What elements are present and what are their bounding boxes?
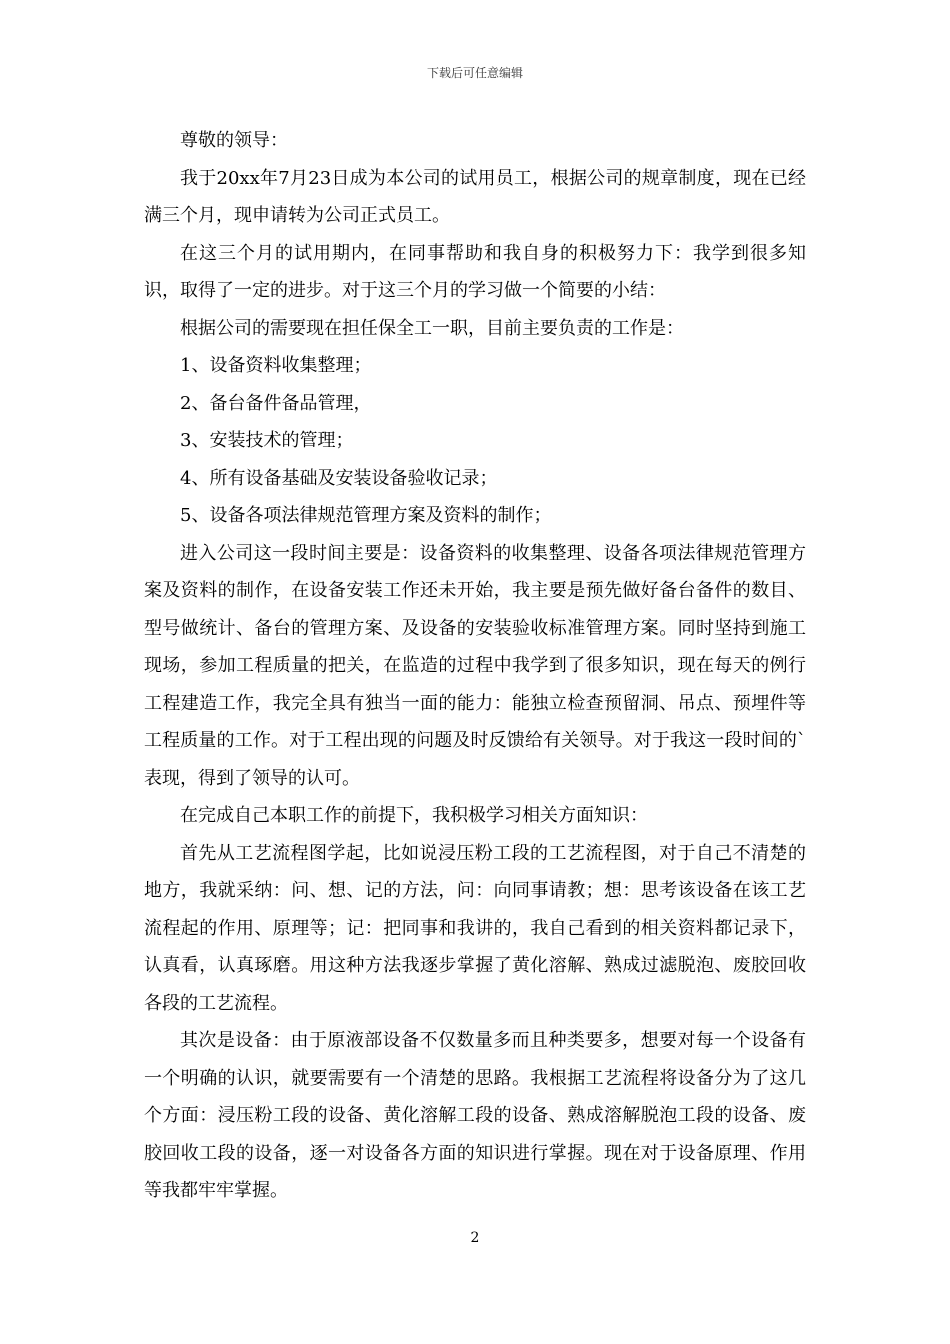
paragraph-duties-intro: 根据公司的需要现在担任保全工一职，目前主要负责的工作是： <box>180 317 684 339</box>
page-header: 下载后可任意编辑 <box>426 66 523 80</box>
paragraph-learning-intro: 在完成自己本职工作的前提下，我积极学习相关方面知识： <box>180 805 648 826</box>
list-item: 3、安装技术的管理； <box>180 430 354 451</box>
paragraph-process-flow: 首先从工艺流程图学起，比如说浸压粉工段的工艺流程图，对于自己不清楚的地方，我就采纳：问、想、记的方法，问：向同事请教；想：思考该设备在该工艺流程起的作用、原理等；记：把同事和我讲的，我自己看到的相关资料都记录下，认真看，认真琢磨。用这种方法我逐步掌握了黄化溶解、熟成过滤脱泡、废胶回收各段的工艺流程。 <box>144 842 806 1014</box>
paragraph-equipment: 其次是设备：由于原液部设备不仅数量多而且种类要多，想要对每一个设备有一个明确的认识，就要需要有一个清楚的思路。我根据工艺流程将设备分为了这几个方面：浸压粉工段的设备、黄化溶解工段的设备、熟成溶解脱泡工段的设备、废胶回收工段的设备，逐一对设备各方面的知识进行掌握。现在对于设备原理、作用等我都牢牢掌握。 <box>144 1030 806 1201</box>
page-number: 2 <box>470 1230 480 1246</box>
list-item: 1、设备资料收集整理； <box>180 355 372 376</box>
list-item: 5、设备各项法律规范管理方案及资料的制作； <box>180 505 552 526</box>
list-item: 2、备台备件备品管理， <box>180 392 372 414</box>
salutation: 尊敬的领导： <box>180 130 288 151</box>
paragraph-work-details: 进入公司这一段时间主要是：设备资料的收集整理、设备各项法律规范管理方案及资料的制作，在设备安装工作还未开始，我主要是预先做好备台备件的数目、型号做统计、备台的管理方案、及设备的安装验收标准管理方案。同时坚持到施工现场，参加工程质量的把关，在监造的过程中我学到了很多知识，现在每天的例行工程建造工作，我完全具有独当一面的能力：能独立检查预留洞、吊点、预埋件等工程质量的工作。对于工程出现的问题及时反馈给有关领导。对于我这一段时间的`表现，得到了领导的认可。 <box>144 542 806 789</box>
document-body <box>144 122 806 1210</box>
paragraph-intro: 我于20xx年7月23日成为本公司的试用员工，根据公司的规章制度，现在已经满三个月，现申请转为公司正式员工。 <box>144 167 806 226</box>
paragraph-summary: 在这三个月的试用期内，在同事帮助和我自身的积极努力下：我学到很多知识，取得了一定的进步。对于这三个月的学习做一个简要的小结： <box>144 242 806 301</box>
list-item: 4、所有设备基础及安装设备验收记录； <box>180 467 498 489</box>
